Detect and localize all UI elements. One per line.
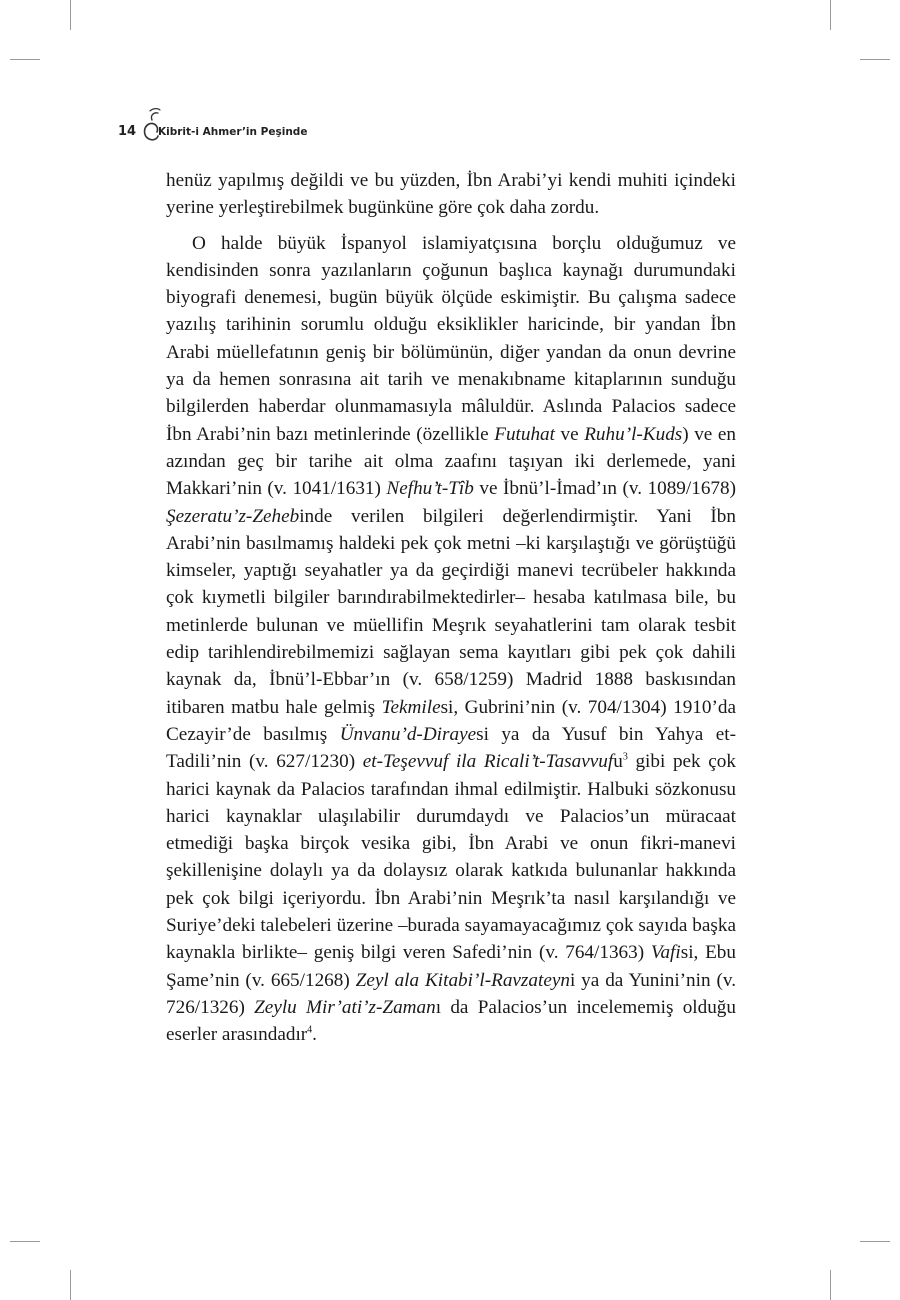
italic-title: Ünvanu’d-Diraye (339, 723, 477, 745)
crop-mark-top-right (830, 0, 831, 30)
text-run: si ya da Yusuf bin Yahya et-Tadili’nin (v. 627/1230) (166, 723, 736, 773)
footnote-marker: 4 (307, 1024, 313, 1036)
crop-mark-top-left (70, 0, 71, 30)
page-number: 14 (118, 124, 137, 139)
body-text (166, 167, 736, 1049)
paragraph (166, 167, 736, 222)
text-run: u (613, 751, 623, 773)
text-run: ve (554, 423, 585, 445)
text-run: gibi pek çok harici kaynak da Palacios tarafından ihmal edilmiştir. Halbuki sözkonusu harici kaynaklar ulaşılabilir durumdaydı ve Palacios’un müracaat etmediği başka birçok vesika gibi, İbn Arabi ve onun fikri-manevi şekillenişine dolaylı ya da dolaysız olarak katkıda bulunanlar hakkında pek çok bilgi içeriyordu. İbn Arabi’nin Meşrık’ta nasıl karşılandığı ve Suriye’deki talebeleri üzerine –burada sayamayacağımız çok sayıda başka kaynakla birlikte– geniş bilgi veren Safedi’nin (v. 764/1363) (166, 751, 736, 964)
italic-title: Vafi (650, 942, 681, 964)
running-title: Kibrit-i Ahmer’in Peşinde (158, 126, 308, 138)
italic-title: Nefhu’t-Tîb (386, 478, 474, 500)
text-run: si, Gubrini’nin (v. 704/1304) 1910’da Cezayir’de basılmış (166, 696, 736, 745)
text-run: si, Ebu Şame’nin (v. 665/1268) (166, 942, 736, 991)
italic-title: Zeyl ala Kitabi’l-Ravzateyn (355, 969, 570, 991)
crop-mark-right-upper (860, 59, 890, 60)
text-run: i ya da Yunini’nin (v. 726/1326) (166, 969, 737, 1018)
text-run: ı da Palacios’un incelememiş olduğu eserler arasındadır (166, 996, 736, 1046)
text-run: ve İbnü’l-İmad’ın (v. 1089/1678) (473, 478, 736, 500)
italic-title: Tekmile (381, 696, 441, 718)
crop-mark-bottom-left (70, 1270, 71, 1300)
italic-title: Zeylu Mir’ati’z-Zaman (254, 996, 436, 1018)
crop-mark-left-upper (10, 59, 40, 60)
crop-mark-right-lower (860, 1241, 890, 1242)
text-run: O halde büyük İspanyol islamiyatçısına borçlu olduğumuz ve kendisinden sonra yazılanların çoğunun başlıca kaynağı durumundaki biyografi denemesi, bugün büyük ölçüde eskimiştir. Bu çalışma sadece yazılış tarihinin sorumlu olduğu eksiklikler haricinde, bir yandan İbn Arabi müellefatının geniş bir bölümünün, diğer yandan da onun devrine ya da hemen sonrasına ait tarih ve menakıbname kitaplarının sunduğu bilgilerden haberdar olunmamasıyla mâluldür. Aslında Palacios sadece İbn Arabi’nin bazı metinlerinde (özellikle (166, 232, 736, 445)
footnote-marker: 3 (622, 751, 628, 763)
calligraphic-ornament-icon (138, 102, 164, 146)
text-run: inde verilen bilgileri değerlendirmiştir. Yani İbn Arabi’nin basılmamış haldeki pek çok metni –ki karşılaştığı ve görüştüğü kimseler, yaptığı seyahatler ya da geçirdiği manevi tecrübeler hakkında çok kıymetli bilgiler barındırabilmektedirler– hesaba katılmasa bile, bu metinlerde bulunan ve müellifin Meşrık seyahatlerini tam olarak tesbit edip tarihlendirebilmemizi sağlayan sema kayıtları gibi pek çok dahili kaynak da, İbnü’l-Ebbar’ın (v. 658/1259) Madrid 1888 baskısından itibaren matbu hale gelmiş (166, 505, 736, 718)
crop-mark-bottom-right (830, 1270, 831, 1300)
italic-title: Şezeratu’z-Zeheb (166, 505, 300, 527)
text-run: ) ve en azından geç bir tarihe ait olma zaafını taşıyan iki derlemede, yani Makkari’nin (v. 1041/1631) (166, 423, 736, 500)
paragraph (166, 230, 736, 1049)
text-run: henüz yapılmış değildi ve bu yüzden, İbn Arabi’yi kendi muhiti içindeki yerine yerleştirebilmek bugünküne göre çok daha zordu. (166, 170, 736, 219)
italic-title: et-Teşevvuf ila Ricali’t-Tasavvuf (362, 751, 614, 773)
text-run: . (312, 1024, 317, 1046)
italic-title: Ruhu’l-Kuds (584, 423, 683, 445)
italic-title: Futuhat (494, 423, 555, 445)
crop-mark-left-lower (10, 1241, 40, 1242)
